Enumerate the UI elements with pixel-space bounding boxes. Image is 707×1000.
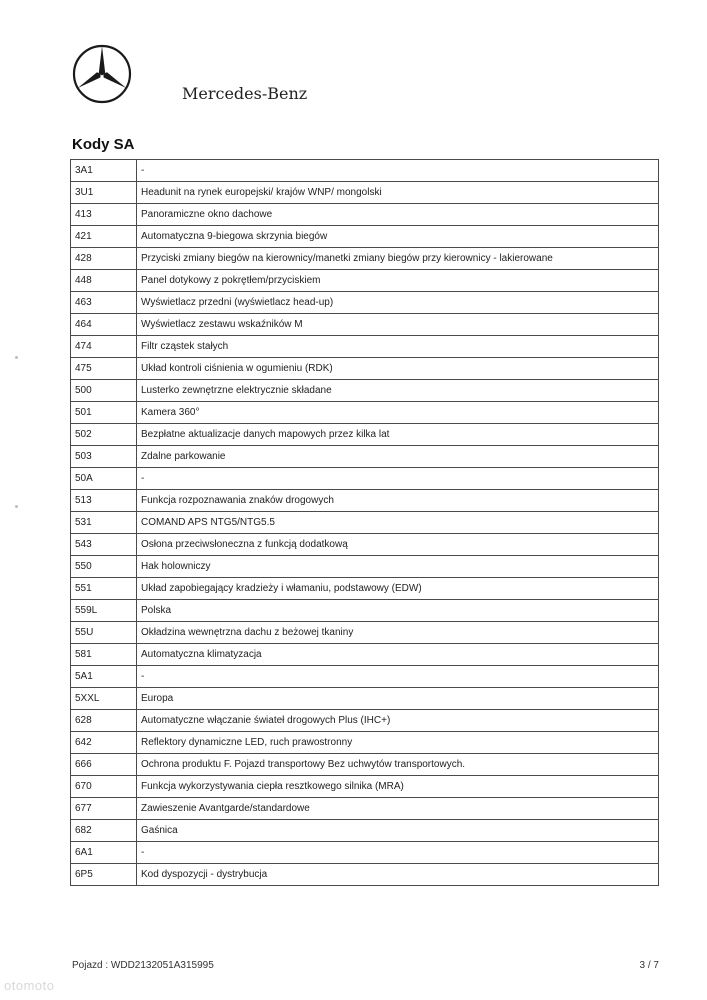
brand-name: Mercedes-Benz bbox=[182, 84, 308, 103]
mercedes-star-logo bbox=[72, 44, 132, 104]
sa-description-cell: - bbox=[137, 666, 659, 688]
table-row bbox=[71, 512, 659, 534]
table-row bbox=[71, 578, 659, 600]
sa-code-cell: 55U bbox=[71, 622, 137, 644]
table-row bbox=[71, 292, 659, 314]
sa-description-cell: Osłona przeciwsłoneczna z funkcją dodatkową bbox=[137, 534, 659, 556]
table-row bbox=[71, 666, 659, 688]
sa-code-cell: 682 bbox=[71, 820, 137, 842]
watermark: otomoto bbox=[4, 978, 55, 993]
sa-description-cell: - bbox=[137, 468, 659, 490]
table-row bbox=[71, 600, 659, 622]
sa-description-cell: Kod dyspozycji - dystrybucja bbox=[137, 864, 659, 886]
sa-code-cell: 513 bbox=[71, 490, 137, 512]
sa-description-cell: Lusterko zewnętrzne elektrycznie składane bbox=[137, 380, 659, 402]
sa-description-cell: Reflektory dynamiczne LED, ruch prawostronny bbox=[137, 732, 659, 754]
sa-code-cell: 50A bbox=[71, 468, 137, 490]
sa-code-cell: 543 bbox=[71, 534, 137, 556]
sa-description-cell: Układ kontroli ciśnienia w ogumieniu (RDK) bbox=[137, 358, 659, 380]
sa-code-cell: 628 bbox=[71, 710, 137, 732]
sa-description-cell: Funkcja wykorzystywania ciepła resztkowego silnika (MRA) bbox=[137, 776, 659, 798]
sa-description-cell: Wyświetlacz przedni (wyświetlacz head-up) bbox=[137, 292, 659, 314]
table-row bbox=[71, 732, 659, 754]
table-row bbox=[71, 776, 659, 798]
sa-code-cell: 559L bbox=[71, 600, 137, 622]
sa-code-cell: 550 bbox=[71, 556, 137, 578]
sa-code-cell: 502 bbox=[71, 424, 137, 446]
sa-description-cell: Polska bbox=[137, 600, 659, 622]
sa-code-cell: 581 bbox=[71, 644, 137, 666]
sa-code-cell: 3A1 bbox=[71, 160, 137, 182]
sa-code-cell: 5XXL bbox=[71, 688, 137, 710]
sa-code-cell: 666 bbox=[71, 754, 137, 776]
table-row bbox=[71, 160, 659, 182]
sa-description-cell: - bbox=[137, 842, 659, 864]
sa-description-cell: Automatyczne włączanie świateł drogowych Plus (IHC+) bbox=[137, 710, 659, 732]
table-row bbox=[71, 336, 659, 358]
sa-code-cell: 413 bbox=[71, 204, 137, 226]
sa-code-cell: 503 bbox=[71, 446, 137, 468]
sa-description-cell: Układ zapobiegający kradzieży i włamaniu, podstawowy (EDW) bbox=[137, 578, 659, 600]
sa-description-cell: Gaśnica bbox=[137, 820, 659, 842]
sa-code-cell: 463 bbox=[71, 292, 137, 314]
table-row bbox=[71, 402, 659, 424]
sa-description-cell: Headunit na rynek europejski/ krajów WNP/ mongolski bbox=[137, 182, 659, 204]
table-row bbox=[71, 204, 659, 226]
table-row bbox=[71, 820, 659, 842]
sa-description-cell: Panel dotykowy z pokrętłem/przyciskiem bbox=[137, 270, 659, 292]
sa-description-cell: Przyciski zmiany biegów na kierownicy/manetki zmiany biegów przy kierownicy - lakierowane bbox=[137, 248, 659, 270]
sa-code-cell: 448 bbox=[71, 270, 137, 292]
sa-code-cell: 551 bbox=[71, 578, 137, 600]
table-row bbox=[71, 182, 659, 204]
table-row bbox=[71, 380, 659, 402]
sa-code-cell: 500 bbox=[71, 380, 137, 402]
sa-code-cell: 677 bbox=[71, 798, 137, 820]
sa-description-cell: Zdalne parkowanie bbox=[137, 446, 659, 468]
sa-code-cell: 421 bbox=[71, 226, 137, 248]
margin-dot bbox=[15, 356, 18, 359]
sa-code-cell: 531 bbox=[71, 512, 137, 534]
table-row bbox=[71, 534, 659, 556]
table-row bbox=[71, 424, 659, 446]
sa-code-cell: 3U1 bbox=[71, 182, 137, 204]
vehicle-vin: Pojazd : WDD2132051A315995 bbox=[72, 960, 214, 971]
table-row bbox=[71, 556, 659, 578]
sa-description-cell: Hak holowniczy bbox=[137, 556, 659, 578]
sa-code-cell: 475 bbox=[71, 358, 137, 380]
sa-codes-table-body bbox=[71, 160, 659, 886]
sa-description-cell: Zawieszenie Avantgarde/standardowe bbox=[137, 798, 659, 820]
sa-code-cell: 642 bbox=[71, 732, 137, 754]
table-row bbox=[71, 226, 659, 248]
table-row bbox=[71, 688, 659, 710]
table-row bbox=[71, 314, 659, 336]
section-title: Kody SA bbox=[72, 136, 135, 153]
sa-description-cell: - bbox=[137, 160, 659, 182]
sa-code-cell: 6P5 bbox=[71, 864, 137, 886]
sa-description-cell: Wyświetlacz zestawu wskaźników M bbox=[137, 314, 659, 336]
sa-codes-table bbox=[70, 159, 659, 886]
table-row bbox=[71, 864, 659, 886]
page-number: 3 / 7 bbox=[639, 960, 659, 971]
sa-description-cell: Okładzina wewnętrzna dachu z beżowej tkaniny bbox=[137, 622, 659, 644]
sa-description-cell: Funkcja rozpoznawania znaków drogowych bbox=[137, 490, 659, 512]
sa-description-cell: Kamera 360° bbox=[137, 402, 659, 424]
table-row bbox=[71, 754, 659, 776]
sa-code-cell: 6A1 bbox=[71, 842, 137, 864]
sa-code-cell: 501 bbox=[71, 402, 137, 424]
table-row bbox=[71, 798, 659, 820]
table-row bbox=[71, 622, 659, 644]
table-row bbox=[71, 842, 659, 864]
table-row bbox=[71, 490, 659, 512]
sa-description-cell: Filtr cząstek stałych bbox=[137, 336, 659, 358]
sa-code-cell: 670 bbox=[71, 776, 137, 798]
table-row bbox=[71, 644, 659, 666]
table-row bbox=[71, 358, 659, 380]
sa-description-cell: Automatyczna 9-biegowa skrzynia biegów bbox=[137, 226, 659, 248]
table-row bbox=[71, 468, 659, 490]
table-row bbox=[71, 710, 659, 732]
sa-description-cell: Panoramiczne okno dachowe bbox=[137, 204, 659, 226]
sa-description-cell: COMAND APS NTG5/NTG5.5 bbox=[137, 512, 659, 534]
sa-description-cell: Automatyczna klimatyzacja bbox=[137, 644, 659, 666]
table-row bbox=[71, 270, 659, 292]
margin-dot bbox=[15, 505, 18, 508]
sa-code-cell: 5A1 bbox=[71, 666, 137, 688]
sa-description-cell: Ochrona produktu F. Pojazd transportowy Bez uchwytów transportowych. bbox=[137, 754, 659, 776]
sa-code-cell: 474 bbox=[71, 336, 137, 358]
table-row bbox=[71, 248, 659, 270]
sa-description-cell: Europa bbox=[137, 688, 659, 710]
table-row bbox=[71, 446, 659, 468]
sa-code-cell: 428 bbox=[71, 248, 137, 270]
sa-description-cell: Bezpłatne aktualizacje danych mapowych przez kilka lat bbox=[137, 424, 659, 446]
sa-code-cell: 464 bbox=[71, 314, 137, 336]
